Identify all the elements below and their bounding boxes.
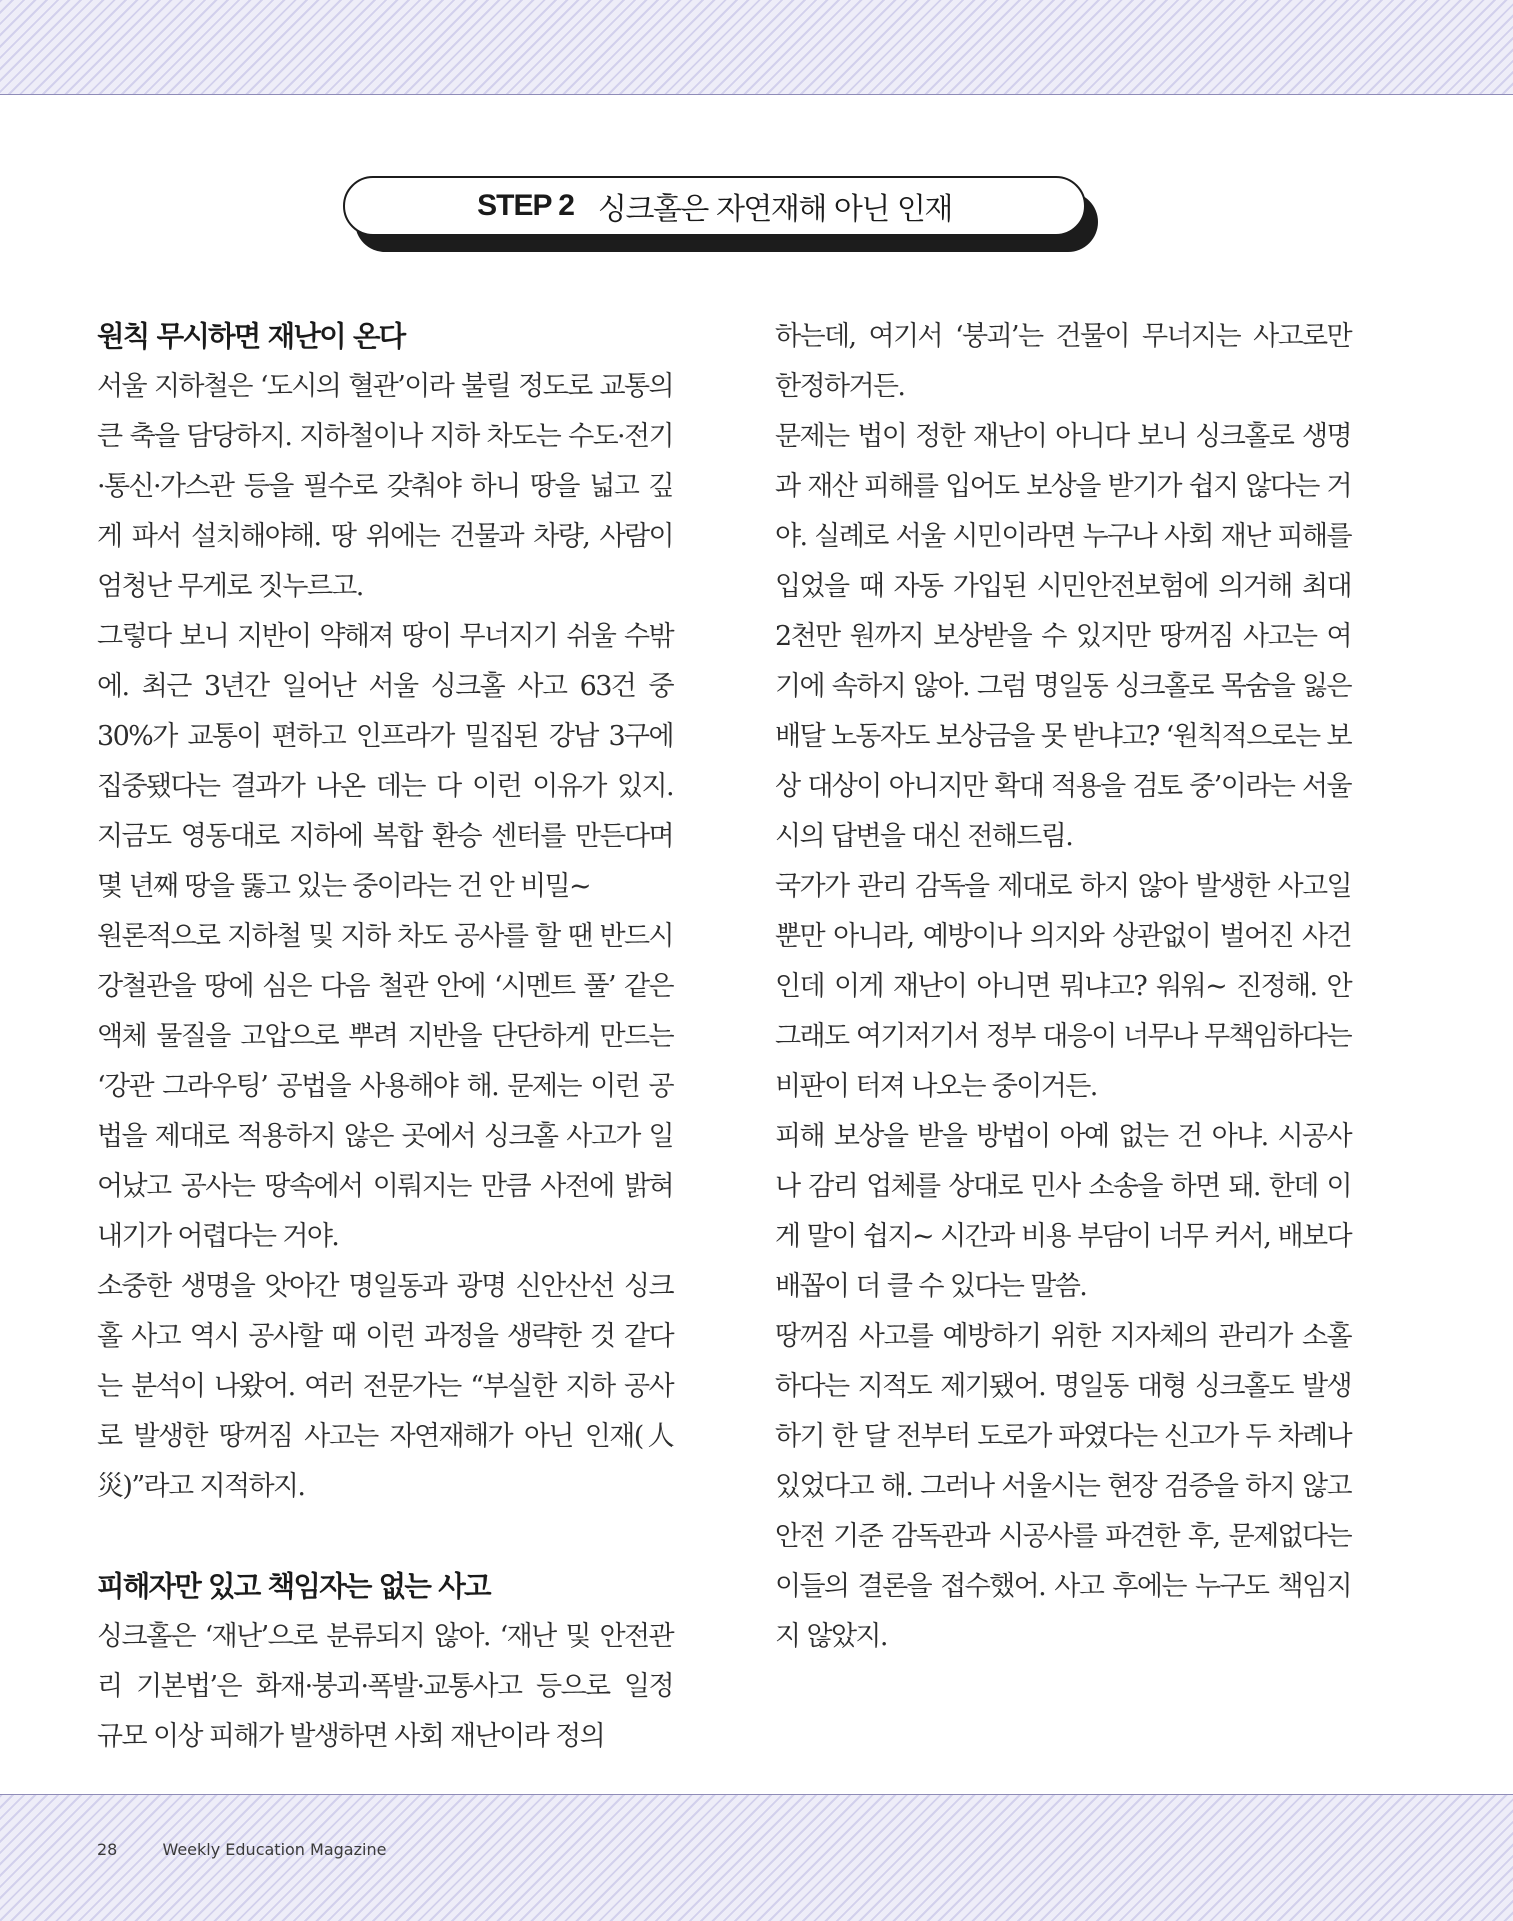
step-title: 싱크홀은 자연재해 아닌 인재: [597, 192, 952, 227]
section-heading-victims: 피해자만 있고 책임자는 없는 사고: [97, 1570, 490, 1603]
paragraph: 하는데, 여기서 ‘붕괴’는 건물이 무너지는 사고로만 한정하거든.: [775, 321, 1351, 402]
section-heading-principle: 원칙 무시하면 재난이 온다: [97, 320, 405, 353]
left-column: [97, 312, 673, 1762]
paragraph: 국가가 관리 감독을 제대로 하지 않아 발생한 사고일 뿐만 아니라, 예방이나 의지와 상관없이 벌어진 사건인데 이게 재난이 아니면 뭐냐고? 워워~ 진정해. 안 그래도 여기저기서 정부 대응이 너무나 무책임하다는 비판이 터져 나오는 중이거든.: [775, 871, 1351, 1102]
paragraph: 싱크홀은 ‘재난’으로 분류되지 않아. ‘재난 및 안전관리 기본법’은 화재·붕괴·폭발·교통사고 등으로 일정 규모 이상 피해가 발생하면 사회 재난이라 정의: [97, 1621, 673, 1752]
paragraph: 서울 지하철은 ‘도시의 혈관’이라 불릴 정도로 교통의 큰 축을 담당하지. 지하철이나 지하 차도는 수도·전기·통신·가스관 등을 필수로 갖춰야 하니 땅을 넓고 깊게 파서 설치해야해. 땅 위에는 건물과 차량, 사람이 엄청난 무게로 짓누르고.: [97, 371, 673, 602]
paragraph: 피해 보상을 받을 방법이 아예 없는 건 아냐. 시공사나 감리 업체를 상대로 민사 소송을 하면 돼. 한데 이게 말이 쉽지~ 시간과 비용 부담이 너무 커서, 배보다 배꼽이 더 클 수 있다는 말씀.: [775, 1121, 1351, 1302]
magazine-name: Weekly Education Magazine: [162, 1840, 387, 1859]
top-decorative-band: [0, 0, 1513, 95]
paragraph: 소중한 생명을 앗아간 명일동과 광명 신안산선 싱크홀 사고 역시 공사할 때 이런 과정을 생략한 것 같다는 분석이 나왔어. 여러 전문가는 “부실한 지하 공사로 발생한 땅꺼짐 사고는 자연재해가 아닌 인재(人災)”라고 지적하지.: [97, 1271, 673, 1502]
step-label: STEP 2: [477, 189, 574, 222]
page-number: 28: [97, 1840, 118, 1859]
paragraph: 원론적으로 지하철 및 지하 차도 공사를 할 땐 반드시 강철관을 땅에 심은 다음 철관 안에 ‘시멘트 풀’ 같은 액체 물질을 고압으로 뿌려 지반을 단단하게 만드는 ‘강관 그라우팅’ 공법을 사용해야 해. 문제는 이런 공법을 제대로 적용하지 않은 곳에서 싱크홀 사고가 일어났고 공사는 땅속에서 이뤄지는 만큼 사전에 밝혀내기가 어렵다는 거야.: [97, 921, 673, 1252]
right-column: [775, 312, 1351, 1662]
paragraph: 땅꺼짐 사고를 예방하기 위한 지자체의 관리가 소홀하다는 지적도 제기됐어. 명일동 대형 싱크홀도 발생하기 한 달 전부터 도로가 파였다는 신고가 두 차례나 있었다고 해. 그러나 서울시는 현장 검증을 하지 않고 안전 기준 감독관과 시공사를 파견한 후, 문제없다는 이들의 결론을 접수했어. 사고 후에는 누구도 책임지지 않았지.: [775, 1321, 1351, 1652]
step-header: [343, 176, 1086, 236]
paragraph: 그렇다 보니 지반이 약해져 땅이 무너지기 쉬울 수밖에. 최근 3년간 일어난 서울 싱크홀 사고 63건 중 30%가 교통이 편하고 인프라가 밀집된 강남 3구에 집중됐다는 결과가 나온 데는 다 이런 이유가 있지. 지금도 영동대로 지하에 복합 환승 센터를 만든다며 몇 년째 땅을 뚫고 있는 중이라는 건 안 비밀~: [97, 621, 673, 902]
page-footer: [97, 1840, 386, 1859]
paragraph: 문제는 법이 정한 재난이 아니다 보니 싱크홀로 생명과 재산 피해를 입어도 보상을 받기가 쉽지 않다는 거야. 실례로 서울 시민이라면 누구나 사회 재난 피해를 입었을 때 자동 가입된 시민안전보험에 의거해 최대 2천만 원까지 보상받을 수 있지만 땅꺼짐 사고는 여기에 속하지 않아. 그럼 명일동 싱크홀로 목숨을 잃은 배달 노동자도 보상금을 못 받냐고? ‘원칙적으로는 보상 대상이 아니지만 확대 적용을 검토 중’이라는 서울시의 답변을 대신 전해드림.: [775, 421, 1351, 852]
step-header-pill: [343, 176, 1086, 236]
